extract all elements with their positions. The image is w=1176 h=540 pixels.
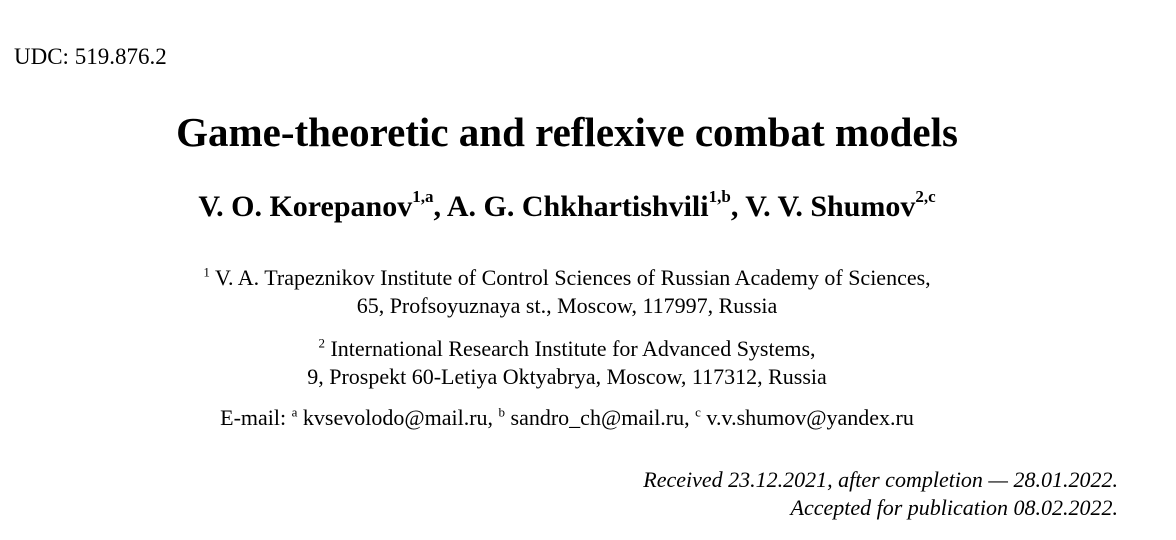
email-separator: , xyxy=(487,405,499,430)
author-name: V. O. Korepanov xyxy=(198,190,413,223)
affiliation-mark: 1 xyxy=(203,264,210,280)
email-address[interactable]: v.v.shumov@yandex.ru xyxy=(706,405,914,430)
email-mark: a xyxy=(291,404,298,420)
author-affiliation-mark: 1,a xyxy=(412,187,434,206)
affiliation-address: 65, Profsoyuznaya st., Moscow, 117997, Russia xyxy=(356,293,778,318)
email-separator: , xyxy=(684,405,696,430)
udc-code: UDC: 519.876.2 xyxy=(14,44,167,69)
affiliation-line xyxy=(0,335,1134,363)
affiliation-1 xyxy=(0,264,1134,320)
affiliation-institute: International Research Institute for Advanced Systems, xyxy=(330,336,816,361)
author-name: A. G. Chkhartishvili xyxy=(446,190,709,223)
publication-dates xyxy=(643,466,1118,522)
author-separator: , xyxy=(433,190,447,223)
author-affiliation-mark: 2,c xyxy=(915,187,936,206)
author-name: V. V. Shumov xyxy=(745,190,916,223)
affiliation-line xyxy=(0,264,1134,292)
affiliation-2 xyxy=(0,335,1134,391)
email-address[interactable]: kvsevolodo@mail.ru xyxy=(302,405,488,430)
received-date: Received 23.12.2021, after completion — 28.01.2022. xyxy=(643,467,1118,492)
author-separator: , xyxy=(730,190,746,223)
author-affiliation-mark: 1,b xyxy=(708,187,731,206)
email-line xyxy=(0,405,1134,431)
accepted-date: Accepted for publication 08.02.2022. xyxy=(790,495,1118,520)
paper-title: Game-theoretic and reflexive combat models xyxy=(176,109,958,155)
affiliation-mark: 2 xyxy=(318,335,325,351)
email-mark: c xyxy=(695,404,701,420)
author-list xyxy=(0,187,1134,224)
email-address[interactable]: sandro_ch@mail.ru xyxy=(510,405,685,430)
affiliation-institute: V. A. Trapeznikov Institute of Control Sciences of Russian Academy of Sciences, xyxy=(214,265,931,290)
email-label: E-mail: xyxy=(220,405,287,430)
email-mark: b xyxy=(498,404,506,420)
affiliation-address: 9, Prospekt 60-Letiya Oktyabrya, Moscow, 117312, Russia xyxy=(307,364,827,389)
